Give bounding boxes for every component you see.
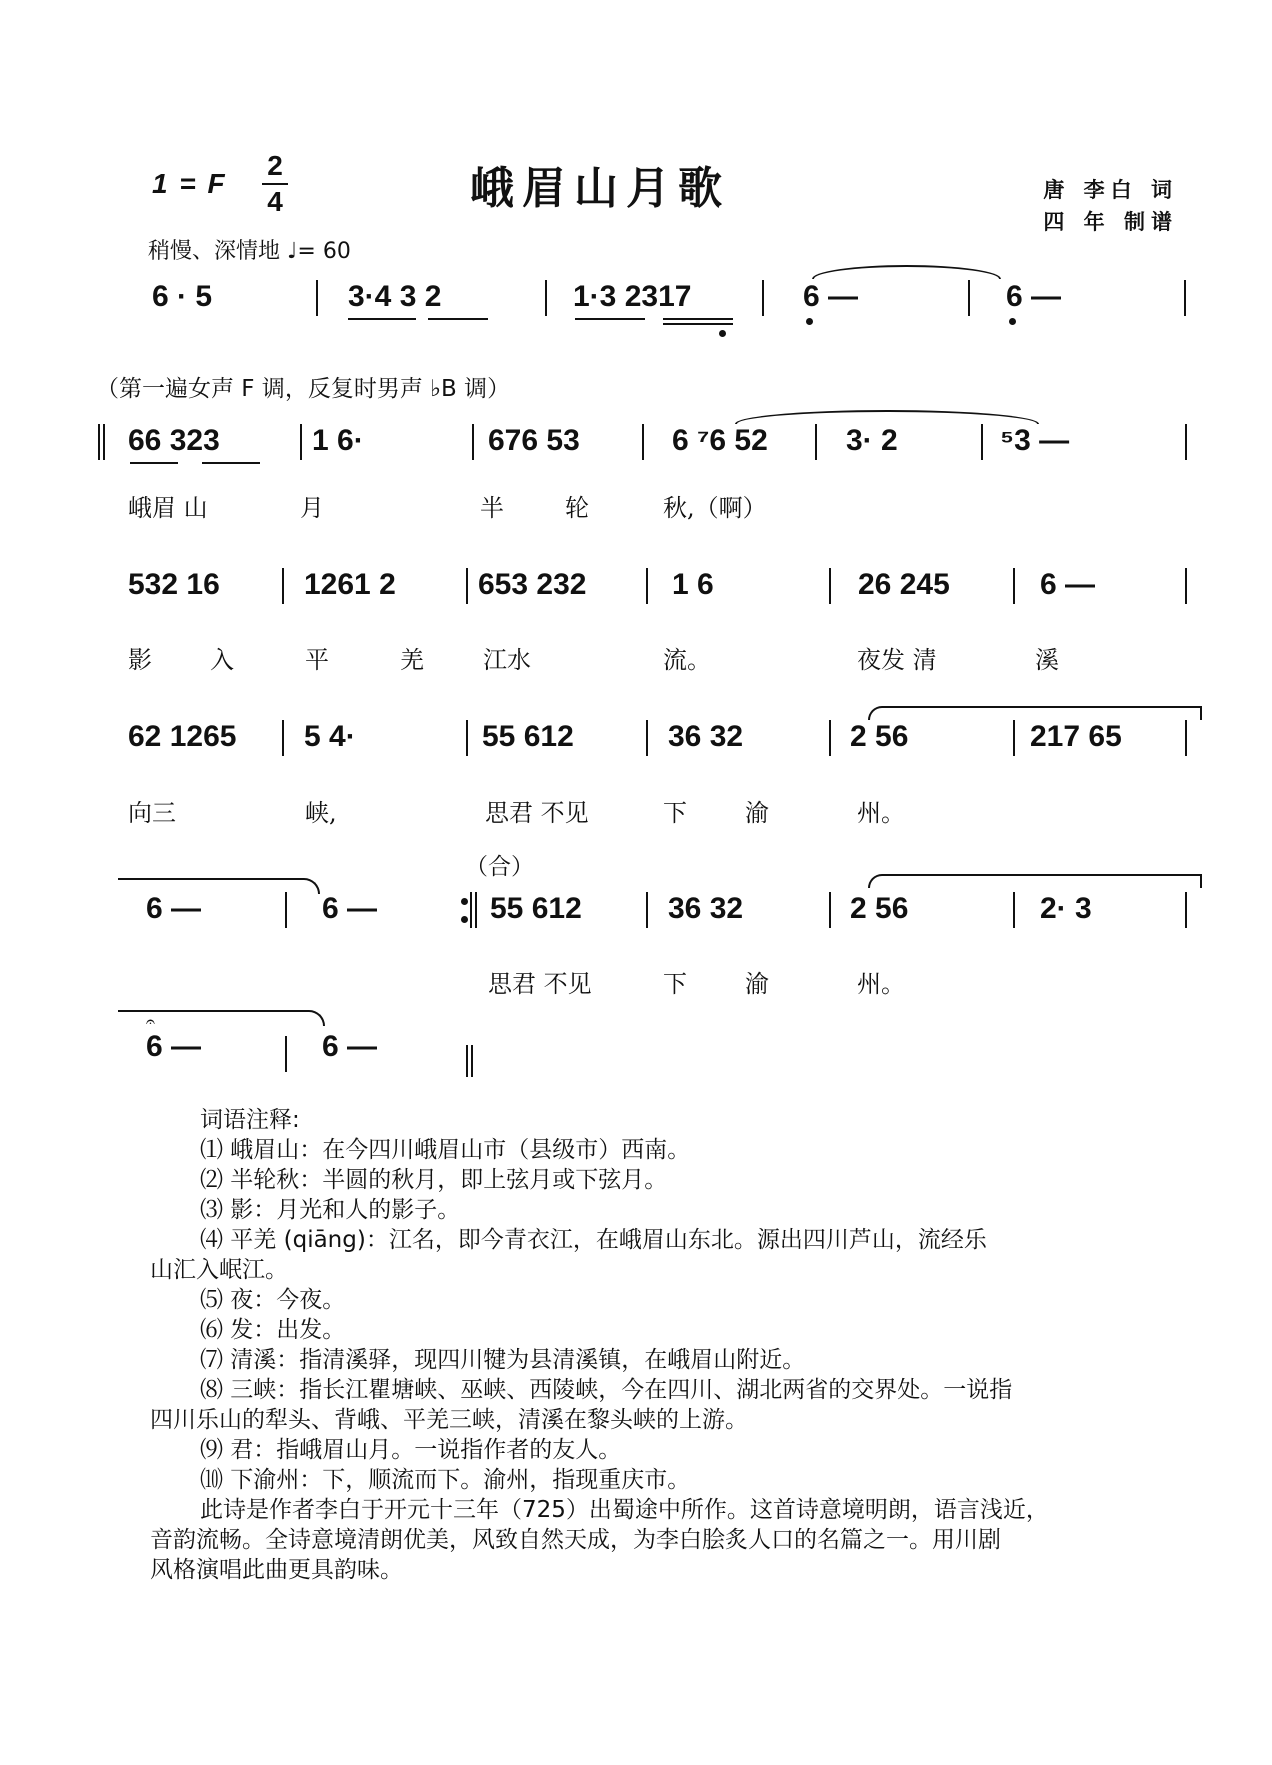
barline <box>472 424 474 460</box>
lyric: 夜发 清 <box>857 646 937 674</box>
measure-5: 3· 2 <box>846 424 898 457</box>
barline <box>646 720 648 756</box>
lyric: 思君 不见 <box>488 970 592 998</box>
annotation-item: ⑽ 下渝州：下，顺流而下。渝州，指现重庆市。 <box>200 1467 691 1493</box>
barline <box>466 568 468 604</box>
key-signature: 1 = F <box>152 168 227 199</box>
measure-5: 2 56 <box>850 892 909 925</box>
underline <box>348 318 416 320</box>
annotation-item: ⑴ 峨眉山：在今四川峨眉山市（县级市）西南。 <box>200 1137 691 1163</box>
underline <box>663 318 733 320</box>
commentary-paragraph: 音韵流畅。全诗意境清朗优美，风致自然天成，为李白脍炙人口的名篇之一。用川剧 <box>150 1527 1001 1553</box>
tie <box>868 706 1202 720</box>
barline <box>285 892 287 928</box>
measure-3: 55 612 <box>482 720 574 753</box>
time-signature-line <box>262 183 288 185</box>
lyric: 秋,（啊） <box>663 494 767 522</box>
tie <box>735 410 1039 424</box>
barline <box>1185 568 1187 604</box>
measure-3: 653 232 <box>478 568 587 601</box>
lyricist-credit: 唐 李白 词 <box>1043 177 1178 202</box>
measure-4: 36 32 <box>668 892 744 925</box>
repeat-end-dot <box>461 898 468 905</box>
lyric: 轮 <box>565 494 589 522</box>
annotations-heading: 词语注释: <box>200 1107 300 1133</box>
annotation-item-continued: 四川乐山的犁头、背峨、平羌三峡，清溪在黎头峡的上游。 <box>150 1407 748 1433</box>
time-signature-top: 2 <box>267 150 283 181</box>
measure-1: 62 1265 <box>128 720 237 753</box>
time-signature-bottom: 4 <box>267 186 283 217</box>
barline <box>1184 280 1186 316</box>
measure-1: 66 323 <box>128 424 220 457</box>
measure-4: 6 — <box>803 280 859 313</box>
measure-2: 1 6· <box>312 424 364 457</box>
measure-1: 532 16 <box>128 568 220 601</box>
measure-1: 6 — <box>146 892 202 925</box>
lyric: 半 <box>480 494 504 522</box>
measure-5: 6 — <box>1006 280 1062 313</box>
lyric: 溪 <box>1035 646 1059 674</box>
barline <box>316 280 318 316</box>
barline <box>646 892 648 928</box>
measure-6: ⁵3 — <box>1000 424 1070 457</box>
barline <box>968 280 970 316</box>
measure-1: 6 — <box>146 1030 202 1063</box>
lyric: 州。 <box>857 799 905 827</box>
measure-2: 3·4 3 2 <box>348 280 442 313</box>
performance-note: （第一遍女声 F 调，反复时男声 ♭B 调） <box>96 376 511 402</box>
tempo-text: 稍慢、深情地 <box>148 239 281 264</box>
measure-6: 2· 3 <box>1040 892 1092 925</box>
underline <box>130 462 178 464</box>
annotation-item: ⑼ 君：指峨眉山月。一说指作者的友人。 <box>200 1437 622 1463</box>
lyric: 流。 <box>663 646 711 674</box>
annotation-item-continued: 山汇入岷江。 <box>150 1257 288 1283</box>
measure-2: 1261 2 <box>304 568 396 601</box>
lyric: 下 <box>663 799 687 827</box>
lyric: 平 <box>305 646 329 674</box>
time-signature <box>262 150 288 218</box>
underline <box>575 318 645 320</box>
arranger-credit: 四 年 制谱 <box>1043 209 1178 234</box>
tempo-marking <box>148 234 351 265</box>
annotation-item: ⑶ 影：月光和人的影子。 <box>200 1197 461 1223</box>
repeat-end-barline <box>475 892 477 928</box>
lyric: 思君 不见 <box>485 799 589 827</box>
commentary-paragraph: 此诗是作者李白于开元十三年（725）出蜀途中所作。这首诗意境明朗，语言浅近， <box>200 1497 1049 1523</box>
annotation-item: ⑹ 发：出发。 <box>200 1317 346 1343</box>
annotations-section <box>150 1105 1180 1585</box>
barline <box>285 1036 287 1072</box>
measure-5: 2 56 <box>850 720 909 753</box>
lyric: 入 <box>210 646 234 674</box>
lyric: 向三 <box>128 799 176 827</box>
fermata-icon: 𝄐 <box>146 1012 155 1031</box>
measure-4: 36 32 <box>668 720 744 753</box>
commentary-paragraph: 风格演唱此曲更具韵味。 <box>150 1557 403 1583</box>
measure-6: 6 — <box>1040 568 1096 601</box>
measure-2: 6 — <box>322 892 378 925</box>
final-barline <box>471 1045 473 1077</box>
annotation-item: ⑷ 平羌 (qiāng)：江名，即今青衣江，在峨眉山东北。源出四川芦山，流经乐 <box>200 1227 987 1253</box>
underline <box>428 318 488 320</box>
low-octave-dot <box>806 318 813 325</box>
barline <box>1185 720 1187 756</box>
lyric: 渝 <box>745 799 769 827</box>
measure-3: 1·3 2317 <box>573 280 692 313</box>
barline <box>642 424 644 460</box>
annotation-item: ⑺ 清溪：指清溪驿，现四川犍为县清溪镇，在峨眉山附近。 <box>200 1347 806 1373</box>
barline <box>282 720 284 756</box>
repeat-end-dot <box>461 916 468 923</box>
barline <box>646 568 648 604</box>
lyric: 渝 <box>745 970 769 998</box>
lyric: 下 <box>663 970 687 998</box>
barline <box>282 568 284 604</box>
barline <box>1185 892 1187 928</box>
barline <box>466 720 468 756</box>
measure-6: 217 65 <box>1030 720 1122 753</box>
chorus-label: （合） <box>465 854 534 880</box>
tie <box>812 265 1001 279</box>
measure-5: 26 245 <box>858 568 950 601</box>
repeat-end-barline <box>470 892 472 928</box>
measure-4: 1 6 <box>672 568 714 601</box>
lyric: 峡, <box>305 799 337 827</box>
song-title: 峨眉山月歌 <box>470 163 730 214</box>
lyric: 州。 <box>857 970 905 998</box>
barline <box>300 424 302 460</box>
underline <box>202 462 260 464</box>
lyric: 江水 <box>483 646 531 674</box>
measure-2: 6 — <box>322 1030 378 1063</box>
barline <box>1013 568 1015 604</box>
barline <box>545 280 547 316</box>
low-octave-dot <box>719 330 726 337</box>
barline <box>762 280 764 316</box>
annotation-item: ⑵ 半轮秋：半圆的秋月，即上弦月或下弦月。 <box>200 1167 668 1193</box>
annotation-item: ⑻ 三峡：指长江瞿塘峡、巫峡、西陵峡，今在四川、湖北两省的交界处。一说指 <box>200 1377 1013 1403</box>
measure-3: 55 612 <box>490 892 582 925</box>
lyric: 羌 <box>400 646 424 674</box>
annotation-item: ⑸ 夜：今夜。 <box>200 1287 346 1313</box>
measure-3: 676 53 <box>488 424 580 457</box>
barline <box>1013 892 1015 928</box>
barline <box>829 568 831 604</box>
barline <box>981 424 983 460</box>
measure-4: 6 ⁷6 52 <box>672 424 768 457</box>
underline <box>663 323 733 325</box>
quarter-note-icon: ♩= 60 <box>287 239 351 264</box>
barline <box>1013 720 1015 756</box>
lyric: 峨眉 山 <box>128 494 208 522</box>
barline <box>829 720 831 756</box>
tie <box>868 874 1202 888</box>
measure-1: 6 · 5 <box>152 280 213 313</box>
final-barline <box>466 1045 468 1077</box>
lyric: 影 <box>128 646 152 674</box>
barline <box>815 424 817 460</box>
repeat-start-barline <box>98 424 100 460</box>
repeat-start-barline <box>103 424 105 460</box>
lyric: 月 <box>300 494 324 522</box>
measure-2: 5 4· <box>304 720 356 753</box>
low-octave-dot <box>1009 318 1016 325</box>
barline <box>1185 424 1187 460</box>
barline <box>829 892 831 928</box>
